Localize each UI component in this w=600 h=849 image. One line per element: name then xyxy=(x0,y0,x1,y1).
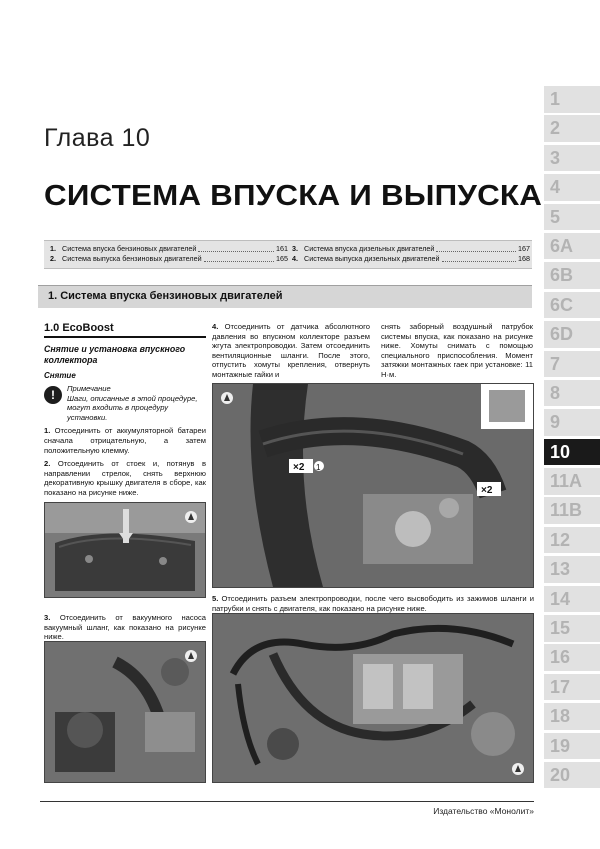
note-content xyxy=(67,384,206,422)
toc-leader xyxy=(436,244,516,252)
chapter-tab-6d[interactable]: 6D xyxy=(544,321,600,348)
callout-one: 1 xyxy=(316,463,321,472)
step-4-continued: снять заборный воздушный патрубок системы впуска, как показано на рисунке ниже. Хомуты снимать с помощью специального приспособления. Момент затяжки монтажных гаек при установке: 11 Н·м. xyxy=(381,322,533,379)
chapter-tab-6a[interactable]: 6A xyxy=(544,233,600,260)
step-number: 4. xyxy=(212,322,219,331)
toc-item[interactable] xyxy=(292,254,530,264)
section-header xyxy=(38,285,532,308)
step-number: 5. xyxy=(212,594,219,603)
chapter-tab-12[interactable]: 12 xyxy=(544,527,600,554)
step-number: 1. xyxy=(44,426,51,436)
note-text: Шаги, описанные в этой процедуре, могут входить в процедуру установки. xyxy=(67,393,198,422)
toc-leader xyxy=(204,254,274,262)
step-5 xyxy=(212,594,534,613)
chapter-title: СИСТЕМА ВПУСКА И ВЫПУСКА xyxy=(44,180,543,212)
step-text: Отсоединить от стоек и, потянув в направлении стрелок, снять верхнюю декоративную крышку двигателя в сборе, как показано на рисунке ниже. xyxy=(44,459,206,497)
step-text: Отсоединить разъем электропроводки, после чего высвободить из зажимов шланги и патрубки и снять с двигателя, как показано на рисунке ниже. xyxy=(212,594,534,613)
chapter-tab-9[interactable]: 9 xyxy=(544,409,600,436)
toc-number: 1. xyxy=(50,244,56,253)
chapter-tab-6c[interactable]: 6C xyxy=(544,292,600,319)
engine-cover-photo xyxy=(44,502,206,598)
text-column-1 xyxy=(44,322,206,498)
engine-subheading: 1.0 EcoBoost xyxy=(44,322,206,338)
toc-leader xyxy=(198,244,274,252)
toc-column-left xyxy=(50,244,288,264)
intake-pipe-photo xyxy=(212,383,534,588)
step-2 xyxy=(44,459,206,497)
toc-page: 161 xyxy=(276,244,288,253)
note-box xyxy=(44,384,206,422)
toc-item[interactable] xyxy=(292,244,530,254)
chapter-tab-7[interactable]: 7 xyxy=(544,351,600,378)
toc-item[interactable] xyxy=(50,254,288,264)
chapter-tab-3[interactable]: 3 xyxy=(544,145,600,172)
chapter-tab-16[interactable]: 16 xyxy=(544,644,600,671)
toc-text: Система выпуска бензиновых двигателей xyxy=(62,254,202,263)
text-column-2 xyxy=(212,322,370,380)
step-number: 3. xyxy=(44,613,51,622)
step-4 xyxy=(212,322,370,380)
step-text: Отсоединить от вакуумного насоса вакуумный шланг, как показано на рисунке ниже. xyxy=(44,613,206,642)
toc-number: 4. xyxy=(292,254,298,263)
footer-rule xyxy=(40,801,534,802)
chapter-tabs xyxy=(544,86,600,791)
toc-page: 168 xyxy=(518,254,530,263)
toc-number: 3. xyxy=(292,244,298,253)
chapter-tab-18[interactable]: 18 xyxy=(544,703,600,730)
procedure-subtitle: Снятие xyxy=(44,371,76,380)
toc-item[interactable] xyxy=(50,244,288,254)
vacuum-hose-photo xyxy=(44,641,206,783)
chapter-tab-13[interactable]: 13 xyxy=(544,556,600,583)
note-title: Примечание xyxy=(67,384,111,393)
toc-text: Система выпуска дизельных двигателей xyxy=(304,254,440,263)
chapter-tab-15[interactable]: 15 xyxy=(544,615,600,642)
text-column-3 xyxy=(381,322,533,380)
chapter-tab-6b[interactable]: 6B xyxy=(544,262,600,289)
chapter-tab-14[interactable]: 14 xyxy=(544,586,600,613)
publisher-footer: Издательство «Монолит» xyxy=(433,806,534,816)
step-text: Отсоединить от аккумуляторной батареи сначала отрицательную, а затем положительную клемму. xyxy=(44,426,206,455)
toc-leader xyxy=(442,254,516,262)
section-title: 1. Система впуска бензиновых двигателей xyxy=(48,290,283,302)
step-number: 2. xyxy=(44,459,51,469)
toc-number: 2. xyxy=(50,254,56,263)
chapter-tab-11b[interactable]: 11B xyxy=(544,497,600,524)
chapter-tab-1[interactable]: 1 xyxy=(544,86,600,113)
step-text: Отсоединить от датчика абсолютного давления во впускном коллекторе разъем жгута электропроводки. Затем отсоединить вентиляционные шланги. После этого, отпустить хомуты крепления, отвернуть монтажные гайки и xyxy=(212,322,370,379)
chapter-tab-8[interactable]: 8 xyxy=(544,380,600,407)
callout-x2-right: ×2 xyxy=(481,485,493,496)
toc-text: Система впуска дизельных двигателей xyxy=(304,244,435,253)
step-3 xyxy=(44,613,206,642)
toc-text: Система впуска бензиновых двигателей xyxy=(62,244,197,253)
chapter-tab-2[interactable]: 2 xyxy=(544,115,600,142)
procedure-title: Снятие и установка впускного коллектора xyxy=(44,344,186,365)
step-1 xyxy=(44,426,206,455)
toc-column-right xyxy=(292,244,530,264)
chapter-contents xyxy=(44,240,532,269)
chapter-tab-5[interactable]: 5 xyxy=(544,204,600,231)
chapter-tab-11a[interactable]: 11A xyxy=(544,468,600,495)
chapter-tab-10-active[interactable]: 10 xyxy=(544,439,600,466)
callout-x2-left: ×2 xyxy=(293,462,305,473)
chapter-tab-19[interactable]: 19 xyxy=(544,733,600,760)
toc-page: 165 xyxy=(276,254,288,263)
chapter-label: Глава 10 xyxy=(44,124,151,152)
exclamation-icon: ! xyxy=(44,386,62,404)
chapter-tab-17[interactable]: 17 xyxy=(544,674,600,701)
chapter-tab-4[interactable]: 4 xyxy=(544,174,600,201)
wiring-harness-photo xyxy=(212,613,534,783)
toc-page: 167 xyxy=(518,244,530,253)
chapter-tab-20[interactable]: 20 xyxy=(544,762,600,789)
